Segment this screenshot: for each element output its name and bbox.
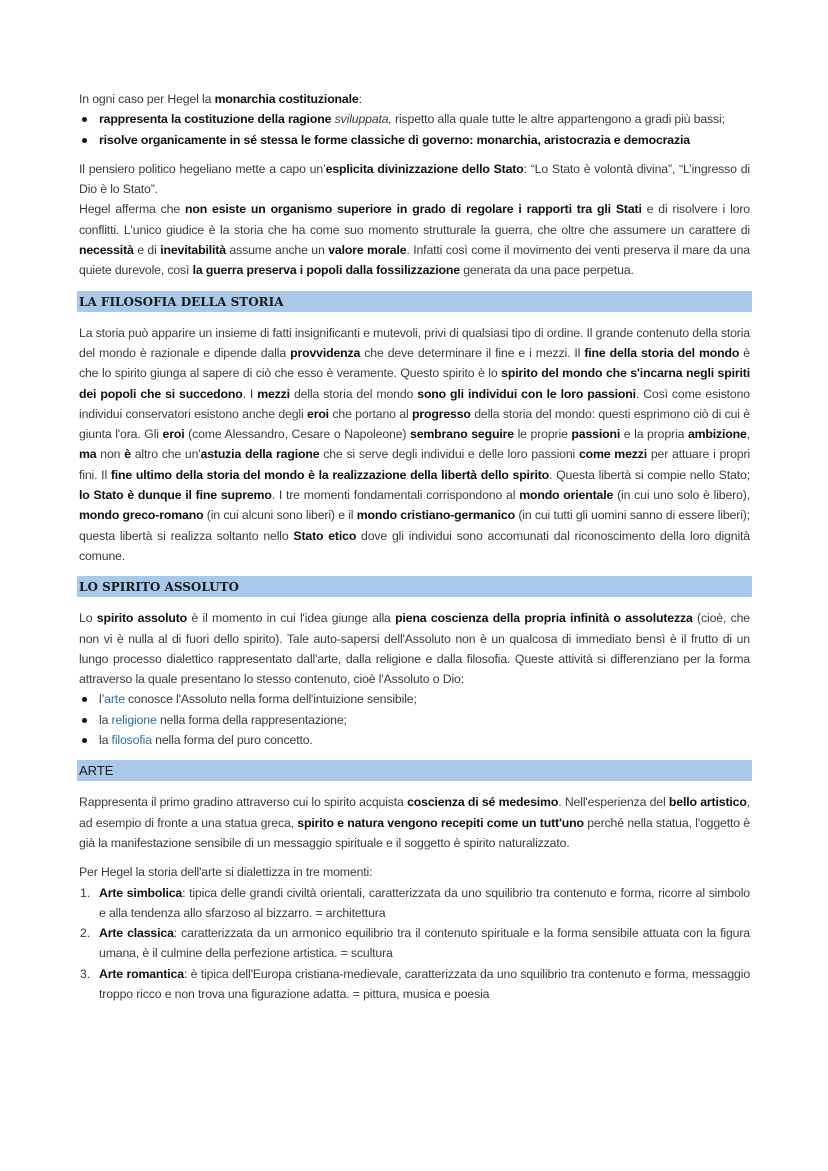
bold-text: inevitabilità: [160, 243, 226, 258]
text-run: conosce l'Assoluto nella forma dell'intuizione sensibile;: [124, 692, 417, 707]
bold-text: fine della storia del mondo: [584, 345, 740, 360]
bold-text: eroi: [162, 427, 185, 442]
bold-text: sono gli individui con le loro passioni: [417, 386, 636, 401]
text-run: e di risolvere i loro conflitti. L'unico giudice è la storia che ha come suo momento strutturale la guerra, che oltre che assumere un carattere di: [79, 202, 750, 237]
text-run: è che lo spirito giunga al sapere di ciò che esso è veramente. Questo spirito è lo: [79, 345, 750, 381]
text-run: non: [96, 447, 125, 462]
text-run: Il pensiero politico hegeliano mette a capo un’: [79, 161, 326, 176]
list-item: [79, 109, 750, 129]
text-run: ,: [746, 427, 750, 442]
paragraph: [79, 608, 750, 689]
paragraph: [79, 323, 750, 567]
text-run: per attuare i propri fini. Il: [79, 447, 751, 482]
text-run: (in cui alcuni sono liberi) e il: [203, 508, 357, 523]
paragraph: [79, 159, 750, 200]
text-run: . I: [242, 386, 258, 401]
text-run: la: [99, 712, 112, 727]
bold-text: ambizione: [687, 427, 747, 442]
list-text: [99, 967, 750, 1001]
text-run: (in cui uno solo è libero),: [613, 488, 751, 503]
bold-text: risolve organicamente in sé stessa le forme classiche di governo: monarchia, aristocrazia e democrazia: [99, 132, 690, 147]
assoluto-bullets: [79, 689, 750, 750]
text-run: rispetto alla quale tutte le altre appartengono a gradi più bassi;: [391, 112, 725, 127]
section-heading-arte: ARTE: [77, 760, 752, 781]
list-item: [79, 689, 750, 709]
bold-text: è: [124, 447, 131, 462]
text-run: , ad esempio di fronte a una statua greca,: [79, 795, 750, 830]
bold-text: progresso: [411, 406, 471, 421]
text-run: La storia può apparire un insieme di fatti insignificanti e mutevoli, privi di qualsiasi tipo di ordine. Il grande contenuto della storia del mondo è razionale e dipende dalla: [79, 325, 750, 360]
text-run: (come Alessandro, Cesare o Napoleone): [184, 427, 410, 442]
bold-text: lo Stato è dunque il fine supremo: [79, 488, 272, 503]
highlighted-term: filosofia: [111, 733, 152, 748]
list-item: [79, 710, 750, 730]
italic-text: sviluppata,: [334, 112, 392, 127]
text-run: . Infatti così come il movimento dei venti preserva il mare da una quiete durevole, così: [79, 243, 750, 278]
text-run: l’: [99, 692, 105, 707]
text-run: Hegel afferma che: [79, 202, 185, 217]
list-item: [79, 923, 750, 964]
text-run: della storia del mondo: questi esprimono ciò di cui è giunta l'ora. Gli: [79, 406, 750, 442]
bold-text: mondo orientale: [519, 488, 614, 503]
text-run: che si serve degli individui e delle loro passioni: [319, 447, 579, 462]
text-run: : tipica delle grandi civiltà orientali, caratterizzata da uno squilibrio tra contenuto e forma, ricorre al simbolo e alla tendenza allo sfarzoso al bizzarro. = architettura: [99, 885, 751, 920]
text-run: perché nella statua, l'oggetto è già la manifestazione sensibile di un messaggio spirituale e il soggetto è spirito naturalizzato.: [79, 815, 750, 850]
intro-bullets: [79, 109, 750, 150]
text-run: . Questa libertà si compie nello Stato;: [549, 467, 750, 482]
text-run: : è tipica dell'Europa cristiana-medievale, caratterizzata da uno squilibrio tra contenuto e forma, messaggio troppo ricco e non trova una figurazione adatta. = pittura, musica e poesia: [99, 966, 751, 1001]
text-run: :: [358, 92, 362, 106]
bold-text: mondo greco-romano: [79, 508, 204, 523]
bold-text: necessità: [79, 243, 134, 258]
text-run: assume anche un: [225, 243, 329, 258]
bold-text: eroi: [307, 406, 329, 421]
text-run: Rappresenta il primo gradino attraverso cui lo spirito acquista: [79, 795, 408, 810]
text-run: . Nell'esperienza del: [558, 795, 669, 810]
bold-text: Arte simbolica: [99, 885, 183, 900]
text-run: nella forma del puro concetto.: [151, 733, 313, 748]
bold-text: astuzia della ragione: [200, 447, 320, 462]
bold-text: Arte classica: [99, 926, 174, 941]
text-run: (in cui tutti gli uomini sanno di essere liberi); questa libertà si realizza soltanto nello: [79, 508, 750, 543]
list-text: [99, 886, 750, 920]
list-number: 2.: [80, 926, 90, 941]
bold-text: spirito assoluto: [96, 611, 188, 626]
text-run: che deve determinare il fine e i mezzi. Il: [360, 345, 585, 360]
paragraph: [79, 792, 750, 853]
bold-text: ma: [79, 447, 97, 462]
bold-text: spirito del mondo che s'incarna negli spiriti dei popoli che si succedono: [79, 366, 750, 401]
list-item: [79, 130, 750, 150]
bold-text: spirito e natura vengono recepiti come un tutt'uno: [297, 815, 584, 830]
bold-text: piena coscienza della propria infinità o assolutezza: [395, 611, 693, 626]
intro-lead: [79, 89, 750, 109]
bold-text: sembrano seguire: [410, 427, 514, 442]
bold-text: mondo cristiano-germanico: [356, 508, 515, 523]
bold-text: provvidenza: [290, 345, 361, 360]
text-run: . Così come esistono individui conservatori esistono anche degli: [79, 386, 750, 421]
text-run: della storia del mondo: [289, 386, 418, 401]
text-run: nella forma della rappresentazione;: [156, 712, 347, 727]
list-item: [79, 883, 750, 924]
document-page: [79, 89, 750, 1004]
text-run: Per Hegel la storia dell'arte si dialettizza in tre momenti:: [79, 865, 373, 880]
list-item: [79, 730, 750, 750]
text-run: altro che un': [130, 447, 201, 462]
section-heading-storia: LA FILOSOFIA DELLA STORIA: [77, 291, 752, 312]
paragraph: [79, 862, 750, 882]
bold-text: rappresenta la costituzione della ragione: [99, 112, 335, 127]
text-run: : caratterizzata da un armonico equilibrio tra il contenuto spirituale e la forma sensibile attuata con la figura umana, è il culmine della perfezione artistica. = scultura: [99, 926, 750, 961]
highlighted-term: religione: [111, 712, 157, 727]
text-run: : “Lo Stato è volontà divina”, “L’ingresso di Dio è lo Stato”.: [79, 161, 750, 197]
text-run: e di: [133, 243, 161, 258]
bold-text: esplicita divinizzazione dello Stato: [325, 161, 524, 176]
bold-text: Stato etico: [293, 528, 357, 543]
bold-text: bello artistico: [668, 795, 747, 810]
text-run: la: [99, 733, 112, 748]
bold-text: coscienza di sé medesimo: [407, 795, 559, 810]
bold-text: come mezzi: [578, 447, 648, 462]
text-run: generata da una pace perpetua.: [459, 263, 634, 278]
text-run: le proprie: [513, 427, 572, 442]
text-run: . I tre momenti fondamentali corrispondono al: [271, 488, 520, 503]
bold-text: monarchia costituzionale: [214, 92, 359, 106]
list-number: 1.: [80, 885, 90, 900]
list-item: [79, 964, 750, 1005]
list-text: [99, 926, 750, 960]
text-run: è il momento in cui l'idea giunge alla: [187, 611, 396, 626]
text-run: In ogni caso per Hegel la: [79, 92, 215, 106]
arte-list: [79, 883, 750, 1005]
list-number: 3.: [80, 966, 90, 981]
text-run: (cioè, che non vi è nulla al di fuori dello spirito). Tale auto-sapersi dell'Assoluto non è un qualcosa di immediato bensì è il frutto di un lungo processo dialettico rappresentato dall'arte, dalla religione e dalla filosofia. Queste attività si differenziano per la forma attraverso la quale presentano lo stesso contenuto, cioè l'Assoluto o Dio:: [79, 611, 750, 687]
bold-text: valore morale: [328, 243, 407, 258]
bold-text: mezzi: [257, 386, 290, 401]
text-run: Lo: [79, 611, 97, 626]
bold-text: Arte romantica: [99, 966, 184, 981]
section-heading-assoluto: LO SPIRITO ASSOLUTO: [77, 576, 752, 597]
text-run: che portano al: [328, 406, 412, 421]
bold-text: la guerra preserva i popoli dalla fossilizzazione: [192, 263, 460, 278]
bold-text: fine ultimo della storia del mondo è la realizzazione della libertà dello spirito: [110, 467, 550, 482]
text-run: dove gli individui sono accomunati dal riconoscimento della loro dignità comune.: [79, 528, 750, 563]
bold-text: non esiste un organismo superiore in grado di regolare i rapporti tra gli Stati: [184, 202, 642, 217]
bold-text: passioni: [571, 427, 621, 442]
highlighted-term: arte: [104, 692, 125, 707]
text-run: e la propria: [620, 427, 688, 442]
paragraph: [79, 199, 750, 280]
